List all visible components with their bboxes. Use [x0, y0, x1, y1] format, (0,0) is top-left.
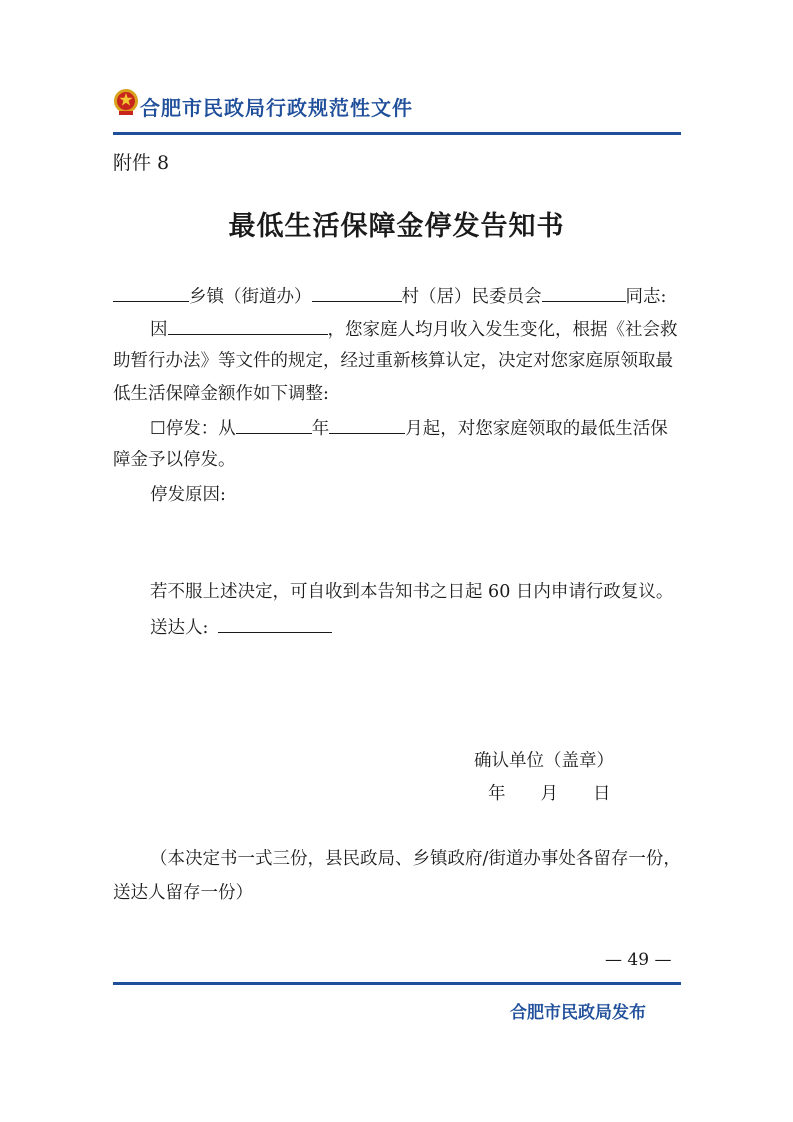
blank-town: [312, 284, 402, 302]
line1-seg3: 同志:: [625, 287, 667, 307]
attachment-label: 附件 8: [113, 152, 170, 174]
body-line-6: 障金予以停发。: [113, 450, 236, 470]
blank-name: [113, 284, 189, 302]
page-number: — 49 —: [605, 950, 672, 970]
header-title: 合肥市民政局行政规范性文件: [140, 96, 413, 120]
blank-year: [236, 416, 312, 434]
blank-month: [329, 416, 405, 434]
line1-seg2: 村（居）民委员会: [401, 287, 542, 307]
blank-server: [218, 615, 332, 633]
body-line-5: [150, 416, 720, 440]
national-emblem-icon: [113, 88, 139, 116]
note-line-1: （本决定书一式三份，县民政局、乡镇政府/街道办事处各留存一份，: [150, 849, 681, 869]
note-line-2: 送达人留存一份）: [113, 883, 253, 903]
body-line-4: 低生活保障金额作如下调整:: [113, 384, 329, 404]
server-line: [150, 615, 720, 639]
footer-publisher: 合肥市民政局发布: [510, 1003, 646, 1023]
line5-seg3: 月起，对您家庭领取的最低生活保: [405, 419, 668, 439]
line2-seg1: 因: [150, 320, 168, 340]
appeal-text: 若不服上述决定，可自收到本告知书之日起 60 日内申请行政复议。: [150, 582, 674, 602]
document-title: 最低生活保障金停发告知书: [228, 211, 565, 242]
body-line-1: [113, 284, 683, 308]
server-label: 送达人:: [150, 618, 209, 638]
signature-date: 年 月 日: [488, 784, 611, 804]
line2-seg2: ，您家庭人均月收入发生变化，根据《社会救: [327, 320, 678, 340]
confirm-unit: 确认单位（盖章）: [474, 751, 614, 771]
blank-village: [542, 284, 626, 302]
line5-seg2: 年: [311, 419, 330, 439]
body-line-2: [150, 317, 720, 341]
reason-label: 停发原因:: [150, 485, 226, 505]
header-rule: [113, 132, 681, 135]
footer-rule: [113, 982, 681, 985]
blank-cause: [168, 317, 328, 335]
line5-seg1: ☐停发：从: [150, 419, 236, 439]
line1-seg1: 乡镇（街道办）: [189, 287, 312, 307]
body-line-3: 助暂行办法》等文件的规定，经过重新核算认定，决定对您家庭原领取最: [113, 351, 673, 371]
